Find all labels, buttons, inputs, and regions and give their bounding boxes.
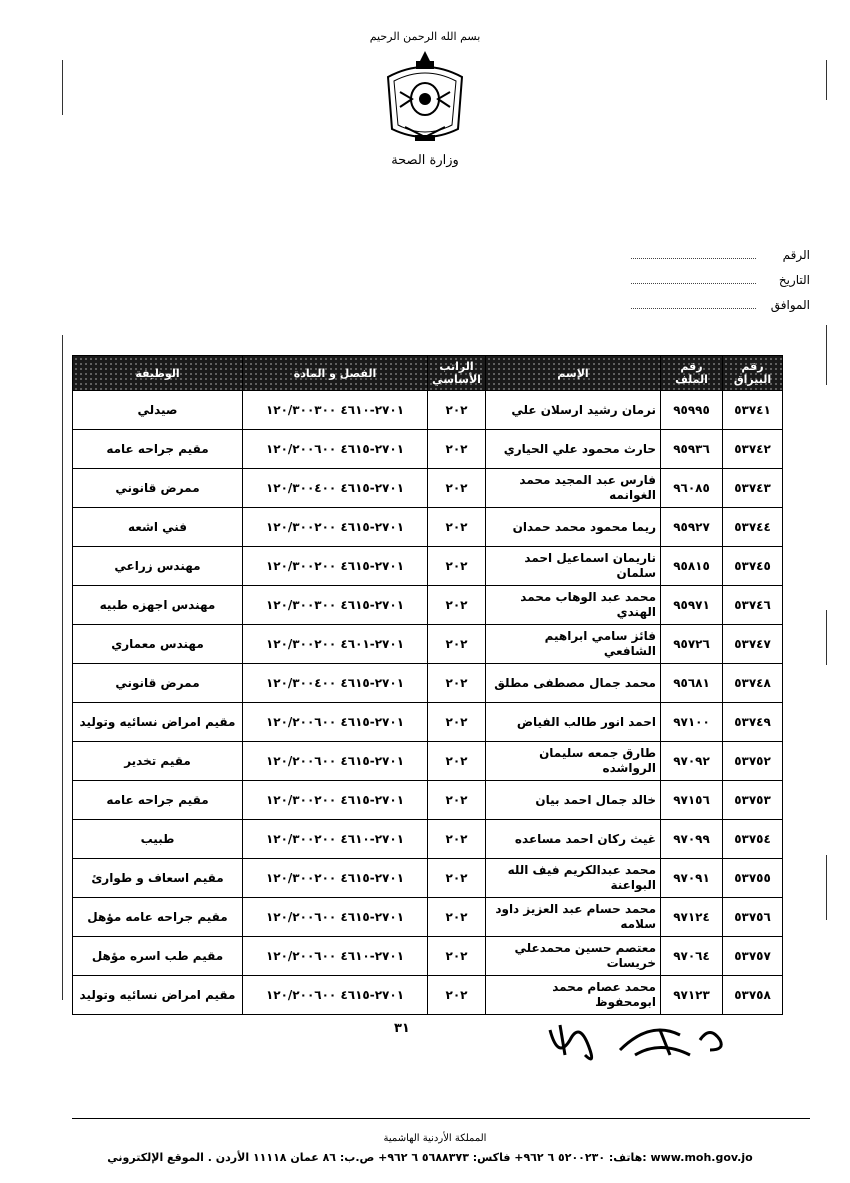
table-row [73,898,783,937]
table-row [73,391,783,430]
cell-job: ممرض قانوني [73,664,243,703]
cell-chapter: ٢٧٠١-٤٦٠١ ١٢٠/٣٠٠٢٠٠ [243,625,428,664]
table-row [73,976,783,1015]
reference-number-line [625,248,810,262]
cell-grade: ٢٠٢ [428,781,486,820]
cell-job: مقيم امراض نسائيه وتوليد [73,703,243,742]
cell-file: ٩٥٨١٥ [661,547,723,586]
cell-file: ٩٧٠٦٤ [661,937,723,976]
cell-file: ٩٥٩٩٥ [661,391,723,430]
corresponding-date-line [625,298,810,312]
cell-grade: ٢٠٢ [428,820,486,859]
cell-seq: ٥٣٧٥٧ [723,937,783,976]
cell-name: نرمان رشيد ارسلان علي [486,391,661,430]
cell-grade: ٢٠٢ [428,664,486,703]
cell-seq: ٥٣٧٥٨ [723,976,783,1015]
cell-file: ٩٥٩٣٦ [661,430,723,469]
table-row [73,586,783,625]
cell-file: ٩٥٦٨١ [661,664,723,703]
table-row [73,430,783,469]
cell-chapter: ٢٧٠١-٤٦١٥ ١٢٠/٢٠٠٦٠٠ [243,898,428,937]
reference-number-blank [631,248,756,259]
right-margin-line [826,60,827,100]
cell-file: ٩٦٠٨٥ [661,469,723,508]
cell-file: ٩٧١٥٦ [661,781,723,820]
cell-file: ٩٧١٢٣ [661,976,723,1015]
cell-name: محمد حسام عبد العزيز داود سلامه [486,898,661,937]
footer-divider [72,1118,810,1119]
corresponding-date-blank [631,298,756,309]
cell-job: مقيم اسعاف و طوارئ [73,859,243,898]
cell-job: مقيم طب اسره مؤهل [73,937,243,976]
appointments-table [72,355,783,1015]
cell-chapter: ٢٧٠١-٤٦١٠ ١٢٠/٣٠٠٢٠٠ [243,820,428,859]
cell-name: محمد عصام محمد ابومحفوظ [486,976,661,1015]
header-file: رقم الملف [661,356,723,391]
cell-grade: ٢٠٢ [428,703,486,742]
cell-chapter: ٢٧٠١-٤٦١٥ ١٢٠/٢٠٠٦٠٠ [243,703,428,742]
jordan-coat-of-arms-icon [380,47,470,147]
cell-seq: ٥٣٧٤١ [723,391,783,430]
basmala: بسم الله الرحمن الرحيم [369,30,481,43]
cell-grade: ٢٠٢ [428,547,486,586]
cell-grade: ٢٠٢ [428,625,486,664]
cell-name: احمد انور طالب الفياض [486,703,661,742]
table-row [73,625,783,664]
right-margin-line [826,325,827,385]
corresponding-date-label: الموافق [770,298,810,312]
cell-job: مهندس اجهزه طبيه [73,586,243,625]
cell-file: ٩٥٩٧١ [661,586,723,625]
cell-seq: ٥٣٧٤٩ [723,703,783,742]
cell-grade: ٢٠٢ [428,508,486,547]
cell-grade: ٢٠٢ [428,859,486,898]
cell-seq: ٥٣٧٥٤ [723,820,783,859]
cell-chapter: ٢٧٠١-٤٦١٥ ١٢٠/٢٠٠٦٠٠ [243,430,428,469]
cell-file: ٩٧٠٩١ [661,859,723,898]
cell-seq: ٥٣٧٥٦ [723,898,783,937]
cell-name: محمد عبدالكريم فيف الله البواعنة [486,859,661,898]
cell-grade: ٢٠٢ [428,391,486,430]
table-row [73,781,783,820]
table-row [73,508,783,547]
cell-job: مقيم تخدير [73,742,243,781]
cell-name: طارق جمعه سليمان الرواشده [486,742,661,781]
left-margin-line [62,335,63,1000]
date-line [625,273,810,287]
signatures [540,1010,730,1070]
right-margin-line [826,610,827,665]
cell-job: ممرض قانوني [73,469,243,508]
letterhead [330,30,520,168]
header-seq: رقم البيراق [723,356,783,391]
kingdom-name: المملكة الأردنية الهاشمية [383,1133,487,1144]
cell-chapter: ٢٧٠١-٤٦١٥ ١٢٠/٣٠٠٣٠٠ [243,586,428,625]
cell-job: مقيم امراض نسائيه وتوليد [73,976,243,1015]
cell-name: ناريمان اسماعيل احمد سلمان [486,547,661,586]
header-job: الوظيفة [73,356,243,391]
cell-seq: ٥٣٧٤٣ [723,469,783,508]
table-row [73,742,783,781]
cell-name: محمد عبد الوهاب محمد الهندي [486,586,661,625]
cell-chapter: ٢٧٠١-٤٦١٥ ١٢٠/٣٠٠٤٠٠ [243,469,428,508]
cell-name: فارس عبد المجيد محمد الغوانمه [486,469,661,508]
cell-file: ٩٥٧٢٦ [661,625,723,664]
cell-chapter: ٢٧٠١-٤٦١٠ ١٢٠/٢٠٠٦٠٠ [243,937,428,976]
left-margin-line [62,60,63,115]
cell-job: فني اشعه [73,508,243,547]
date-blank [631,273,756,284]
cell-file: ٩٧١٢٤ [661,898,723,937]
table-row [73,664,783,703]
cell-grade: ٢٠٢ [428,976,486,1015]
cell-chapter: ٢٧٠١-٤٦١٥ ١٢٠/٣٠٠٢٠٠ [243,508,428,547]
table-row [73,703,783,742]
cell-name: حارث محمود علي الحياري [486,430,661,469]
cell-seq: ٥٣٧٥٣ [723,781,783,820]
cell-job: مقيم جراحه عامه مؤهل [73,898,243,937]
cell-job: مقيم جراحه عامه [73,781,243,820]
cell-seq: ٥٣٧٤٦ [723,586,783,625]
cell-job: صيدلي [73,391,243,430]
header-chapter: الفصل و المادة [243,356,428,391]
cell-name: غيث ركان احمد مساعده [486,820,661,859]
cell-job: طبيب [73,820,243,859]
cell-grade: ٢٠٢ [428,898,486,937]
cell-name: ريما محمود محمد حمدان [486,508,661,547]
reference-number-label: الرقم [782,248,810,262]
cell-job: مهندس زراعي [73,547,243,586]
cell-grade: ٢٠٢ [428,469,486,508]
cell-seq: ٥٣٧٤٥ [723,547,783,586]
cell-file: ٩٧١٠٠ [661,703,723,742]
table-header-row [73,356,783,391]
cell-seq: ٥٣٧٤٤ [723,508,783,547]
cell-job: مقيم جراحه عامه [73,430,243,469]
table-row [73,469,783,508]
cell-chapter: ٢٧٠١-٤٦١٥ ١٢٠/٢٠٠٦٠٠ [243,742,428,781]
page-number: ٣١ [394,1021,410,1036]
cell-grade: ٢٠٢ [428,586,486,625]
ministry-name: وزارة الصحة [391,153,459,168]
cell-grade: ٢٠٢ [428,742,486,781]
cell-name: فائز سامي ابراهيم الشافعي [486,625,661,664]
cell-chapter: ٢٧٠١-٤٦١٥ ١٢٠/٣٠٠٢٠٠ [243,781,428,820]
table-row [73,820,783,859]
cell-name: معتصم حسين محمدعلي خريسات [486,937,661,976]
cell-chapter: ٢٧٠١-٤٦١٥ ١٢٠/٢٠٠٦٠٠ [243,976,428,1015]
cell-seq: ٥٣٧٥٢ [723,742,783,781]
header-name: الإسم [486,356,661,391]
date-label: التاريخ [778,273,810,287]
cell-seq: ٥٣٧٤٢ [723,430,783,469]
cell-seq: ٥٣٧٥٥ [723,859,783,898]
cell-seq: ٥٣٧٤٧ [723,625,783,664]
cell-file: ٩٥٩٢٧ [661,508,723,547]
cell-seq: ٥٣٧٤٨ [723,664,783,703]
cell-file: ٩٧٠٩٩ [661,820,723,859]
table-row [73,547,783,586]
cell-name: محمد جمال مصطفى مطلق [486,664,661,703]
cell-file: ٩٧٠٩٢ [661,742,723,781]
header-grade: الراتب الأساسي [428,356,486,391]
table-row [73,937,783,976]
table-row [73,859,783,898]
cell-chapter: ٢٧٠١-٤٦١٥ ١٢٠/٣٠٠٢٠٠ [243,859,428,898]
cell-name: خالد جمال احمد بيان [486,781,661,820]
cell-grade: ٢٠٢ [428,937,486,976]
cell-chapter: ٢٧٠١-٤٦١٥ ١٢٠/٣٠٠٤٠٠ [243,664,428,703]
contact-info: هاتف: ٥٢٠٠٢٣٠ ٦ ٩٦٢+ فاكس: ٥٦٨٨٣٧٣ ٦ ٩٦٢+ ص.ب: ٨٦ عمان ١١١١٨ الأردن . الموقع الإلكتروني: www.moh.gov.jo [107,1151,753,1164]
cell-job: مهندس معماري [73,625,243,664]
cell-grade: ٢٠٢ [428,430,486,469]
cell-chapter: ٢٧٠١-٤٦١٥ ١٢٠/٣٠٠٢٠٠ [243,547,428,586]
right-margin-line [826,855,827,920]
cell-chapter: ٢٧٠١-٤٦١٠ ١٢٠/٣٠٠٣٠٠ [243,391,428,430]
